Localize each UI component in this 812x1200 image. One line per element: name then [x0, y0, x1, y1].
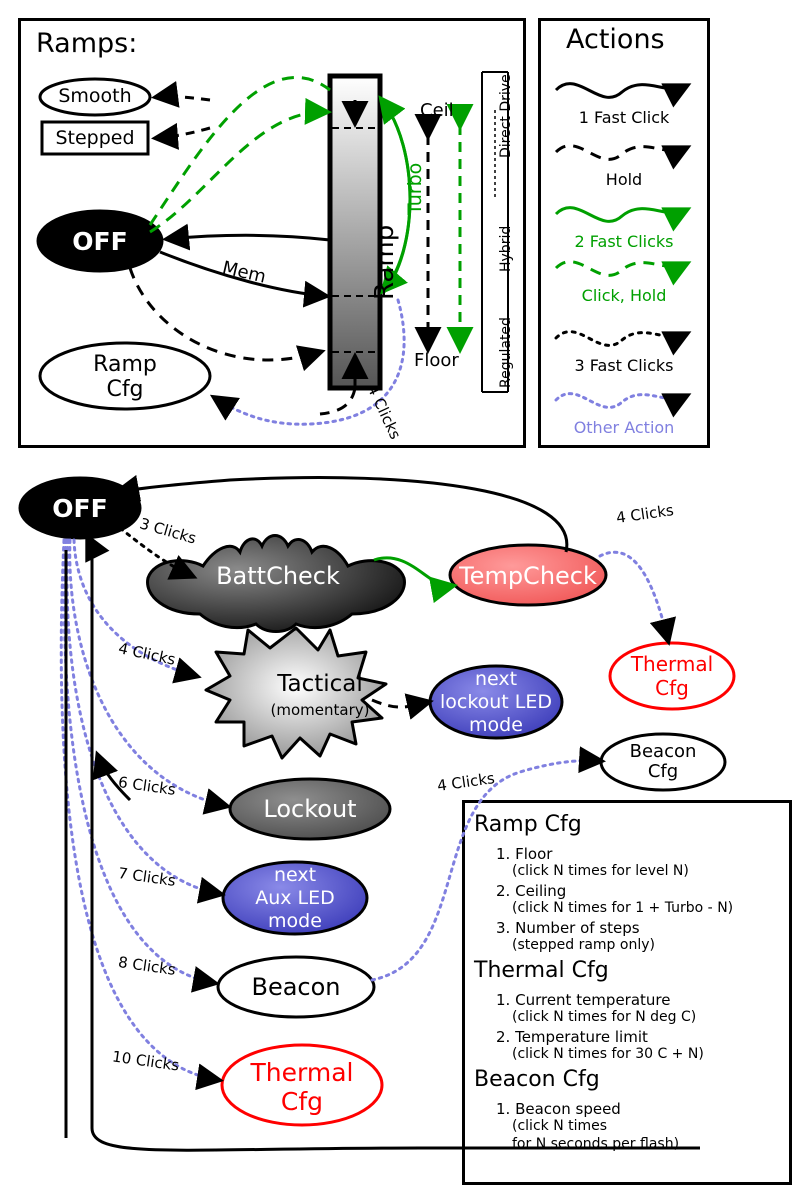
cfg-item-beacon-1: 1. Beacon speed: [496, 1100, 621, 1118]
cfg-section-title-ramp: Ramp Cfg: [474, 812, 582, 837]
cfg-item-thermal-2: 2. Temperature limit: [496, 1028, 648, 1046]
cfg-item-ramp-1: 1. Floor: [496, 845, 553, 863]
ramps-panel-header: Ramps:: [36, 28, 138, 59]
edge-label-4-clicks-beacon: 4 Clicks: [436, 769, 496, 795]
cfg-sub-beacon-2: for N seconds per flash): [512, 1136, 680, 1152]
node-smooth: Smooth: [58, 85, 132, 107]
label-turbo: Turbo: [404, 162, 426, 215]
cfg-sub-thermal-1: (click N times for N deg C): [512, 1009, 697, 1025]
cfg-sub-ramp-2: (click N times for 1 + Turbo - N): [512, 900, 734, 916]
action-label-1: 1 Fast Click: [578, 108, 670, 127]
node-aux-led-mode: next Aux LED mode: [255, 864, 335, 932]
actions-panel-header: Actions: [566, 24, 665, 55]
edge-label-4-clicks-thermal: 4 Clicks: [615, 501, 675, 527]
action-label-6: Other Action: [573, 418, 675, 437]
cfg-sub-ramp-3: (stepped ramp only): [512, 937, 655, 953]
label-mem: Mem: [220, 257, 268, 288]
ramp-bar-label: Ramp: [370, 224, 400, 300]
cfg-sub-ramp-1: (click N times for level N): [512, 863, 689, 879]
node-off-ramps: OFF: [72, 227, 128, 256]
node-tempcheck: TempCheck: [459, 562, 597, 590]
action-label-3: 2 Fast Clicks: [574, 232, 674, 251]
label-4-clicks-rampcfg: 4 Clicks: [363, 382, 405, 443]
node-lockout-led-mode: next lockout LED mode: [439, 668, 553, 736]
action-label-5: 3 Fast Clicks: [574, 356, 674, 375]
label-ceil: Ceil: [420, 100, 454, 121]
node-tactical: Tactical (momentary): [270, 671, 370, 719]
action-label-2: Hold: [605, 170, 643, 189]
cfg-item-ramp-2: 2. Ceiling: [496, 882, 567, 900]
label-floor: Floor: [414, 350, 459, 371]
edge-label-8-clicks: 8 Clicks: [117, 953, 177, 979]
node-thermal-cfg-top: Thermal Cfg: [630, 652, 714, 700]
cfg-item-ramp-3: 3. Number of steps: [496, 919, 640, 937]
cfg-sub-beacon-1: (click N times: [512, 1118, 608, 1134]
node-thermal-cfg-bottom: Thermal Cfg: [250, 1058, 354, 1116]
node-lockout: Lockout: [263, 795, 357, 823]
label-regulated: Regulated: [498, 317, 514, 388]
edge-label-4-clicks-tactical: 4 Clicks: [116, 639, 178, 669]
cfg-section-title-beacon: Beacon Cfg: [474, 1067, 600, 1092]
node-battcheck: BattCheck: [216, 562, 340, 590]
edge-label-3-clicks: 3 Clicks: [137, 514, 199, 548]
node-stepped: Stepped: [55, 127, 135, 149]
node-ramp-cfg: Ramp Cfg: [93, 352, 157, 402]
edge-label-10-clicks: 10 Clicks: [111, 1047, 181, 1075]
label-hybrid: Hybrid: [498, 225, 514, 272]
label-direct-drive: Direct Drive: [498, 74, 514, 158]
edge-label-7-clicks: 7 Clicks: [117, 864, 177, 890]
action-label-4: Click, Hold: [581, 286, 667, 305]
node-beacon-cfg: Beacon Cfg: [629, 741, 697, 782]
node-beacon: Beacon: [251, 973, 341, 1001]
cfg-sub-thermal-2: (click N times for 30 C + N): [512, 1046, 704, 1062]
node-off-main: OFF: [52, 494, 108, 523]
cfg-item-thermal-1: 1. Current temperature: [496, 991, 671, 1009]
cfg-section-title-thermal: Thermal Cfg: [474, 958, 609, 983]
edge-label-6-clicks: 6 Clicks: [117, 773, 177, 799]
